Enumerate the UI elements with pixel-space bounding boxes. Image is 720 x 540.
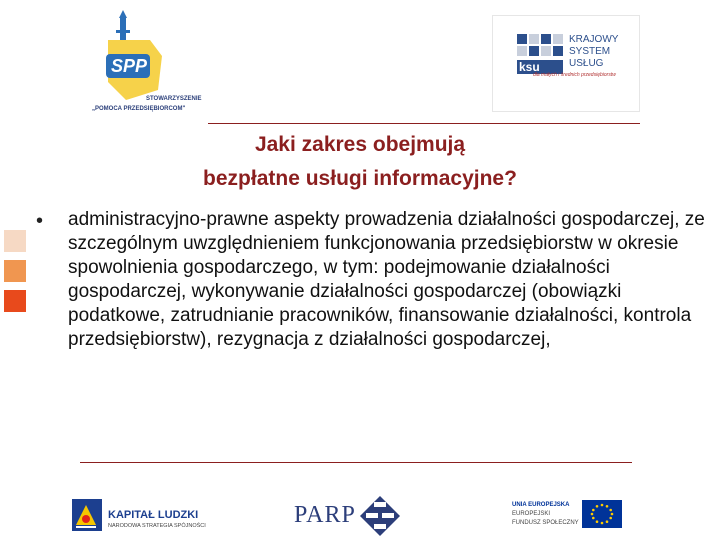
ksu-line2: SYSTEM [569,46,611,57]
decor-square-3 [4,290,26,312]
kapital-subtitle: NARODOWA STRATEGIA SPÓJNOŚCI [108,523,206,529]
eu-line2: EUROPEJSKI [512,511,551,517]
eu-line1: UNIA EUROPEJSKA [512,502,570,508]
eu-flag-icon [582,500,622,528]
kapital-ludzki-emblem-icon [72,499,102,531]
ksu-line1: KRAJOWY [569,34,619,45]
ksu-abbr: ksu [519,60,540,74]
ksu-logo [492,15,640,112]
header-divider [208,123,640,124]
bullet-text: administracyjno-prawne aspekty prowadzenia działalności gospodarczej, ze szczególnym uwzględnieniem funkcjonowania przedsiębiorstw w okresie spowolnienia gospodarczego, w tym: podejmowanie działalności gospodarczej, wykonywanie działalności gospodarczej (obowiązki podatkowe, zatrudnianie pracowników, finansowanie działalności, kontrola przedsiębiorstw), rezygnacja z działalności gospodarczej, [68,209,705,350]
spp-line1: STOWARZYSZENIE [146,96,202,102]
title-line-2: bezpłatne usługi informacyjne? [203,167,517,190]
ksu-tagline: dla małych i średnich przedsiębiorstw [533,72,616,78]
kapital-title: KAPITAŁ LUDZKI [108,509,199,521]
kapital-ludzki-logo [72,497,222,537]
eu-logo [512,498,624,532]
title-line-1: Jaki zakres obejmują [254,133,466,156]
parp-name: PARP [294,502,356,528]
parp-logo [294,496,414,536]
slide-title [130,128,590,196]
bullet-marker: • [36,210,44,232]
decor-square-1 [4,230,26,252]
footer-divider [80,462,632,463]
spp-line2: „POMOCA PRZEDSIĘBIORCOM" [92,106,186,112]
eu-line3: FUNDUSZ SPOŁECZNY [512,520,579,526]
parp-diamond-icon [360,496,400,536]
spp-logo [92,10,210,122]
decor-square-2 [4,260,26,282]
ksu-line3: USŁUG [569,58,604,69]
spp-abbr: SPP [110,56,148,76]
